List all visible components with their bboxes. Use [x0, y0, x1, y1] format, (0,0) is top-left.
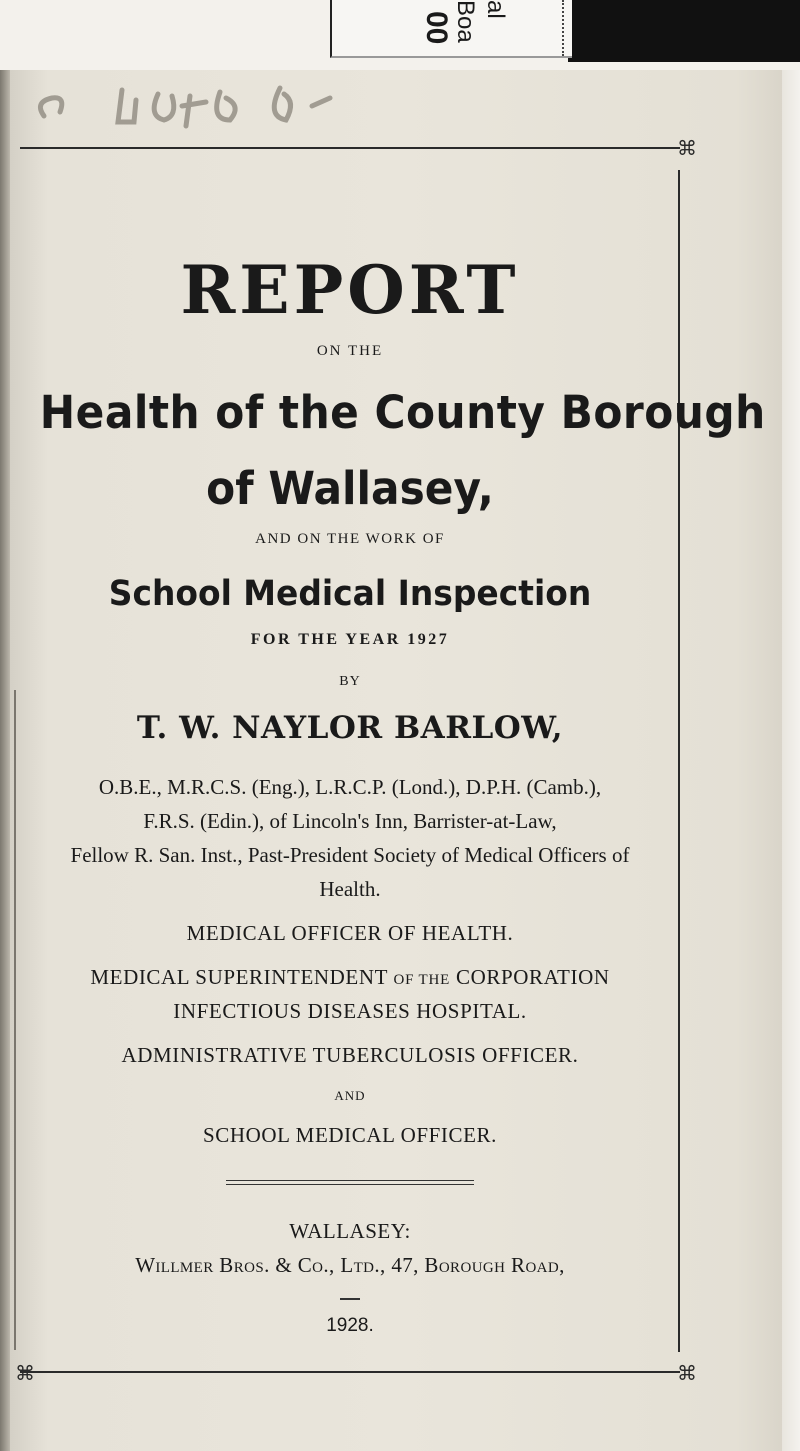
ornament-icon: ⌘	[15, 1361, 35, 1385]
title-page-content	[20, 150, 766, 1370]
office-title: ADMINISTRATIVE TUBERCULOSIS OFFICER.	[121, 1043, 579, 1067]
qualifications-line: Health.	[319, 877, 381, 901]
label-text: al Boa	[452, 0, 509, 43]
office-title: INFECTIOUS DISEASES HOSPITAL.	[173, 999, 527, 1023]
imprint-town: WALLASEY:	[289, 1219, 411, 1243]
top-strip	[0, 0, 800, 70]
imprint-printer: Willmer Bros. & Co., Ltd., 47, Borough Road,	[135, 1253, 565, 1277]
office-title: SCHOOL MEDICAL OFFICER.	[202, 1123, 498, 1147]
title-line-2: of Wallasey,	[206, 462, 494, 515]
double-rule-bottom	[226, 1184, 474, 1185]
title-line-1: Health of the County Borough	[39, 386, 766, 439]
handwritten-smudge	[30, 76, 350, 134]
ornament-icon: ⌘	[677, 136, 697, 160]
label-dotted-line	[562, 0, 564, 56]
qualifications-line: O.B.E., M.R.C.S. (Eng.), L.R.C.P. (Lond.), D.P.H. (Camb.),	[98, 775, 602, 799]
qualifications-line: F.R.S. (Edin.), of Lincoln's Inn, Barrister-at-Law,	[143, 809, 557, 833]
office-title	[20, 962, 680, 995]
imprint-year: 1928.	[326, 1315, 374, 1336]
and-work-text: AND ON THE WORK OF	[255, 531, 445, 547]
dark-background	[568, 0, 800, 62]
by-text: BY	[339, 674, 361, 689]
frame-top-rule	[20, 147, 680, 149]
office-title-of-the: OF THE	[393, 972, 451, 988]
frame-left-rule	[14, 690, 16, 1350]
page-edge-left	[0, 60, 10, 1451]
office-title: MEDICAL OFFICER OF HEALTH.	[186, 921, 514, 945]
report-heading: REPORT	[180, 251, 520, 329]
ornament-icon: ⌘	[677, 1361, 697, 1385]
double-rule-top	[226, 1180, 474, 1181]
office-title-end: CORPORATION	[450, 965, 610, 989]
page-edge-right	[782, 60, 800, 1451]
and-text: AND	[334, 1088, 366, 1103]
imprint-dash	[340, 1298, 360, 1300]
label-number: 00	[420, 11, 453, 45]
author-name: T. W. NAYLOR BARLOW,	[136, 710, 564, 746]
office-title-start: MEDICAL SUPERINTENDENT	[90, 965, 394, 989]
qualifications-line: Fellow R. San. Inst., Past-President Society of Medical Officers of	[70, 843, 630, 867]
for-year-text: FOR THE YEAR 1927	[250, 631, 450, 648]
subject-title: School Medical Inspection	[108, 574, 592, 614]
on-the-text: ON THE	[316, 343, 384, 359]
frame-bottom-rule	[20, 1371, 680, 1373]
